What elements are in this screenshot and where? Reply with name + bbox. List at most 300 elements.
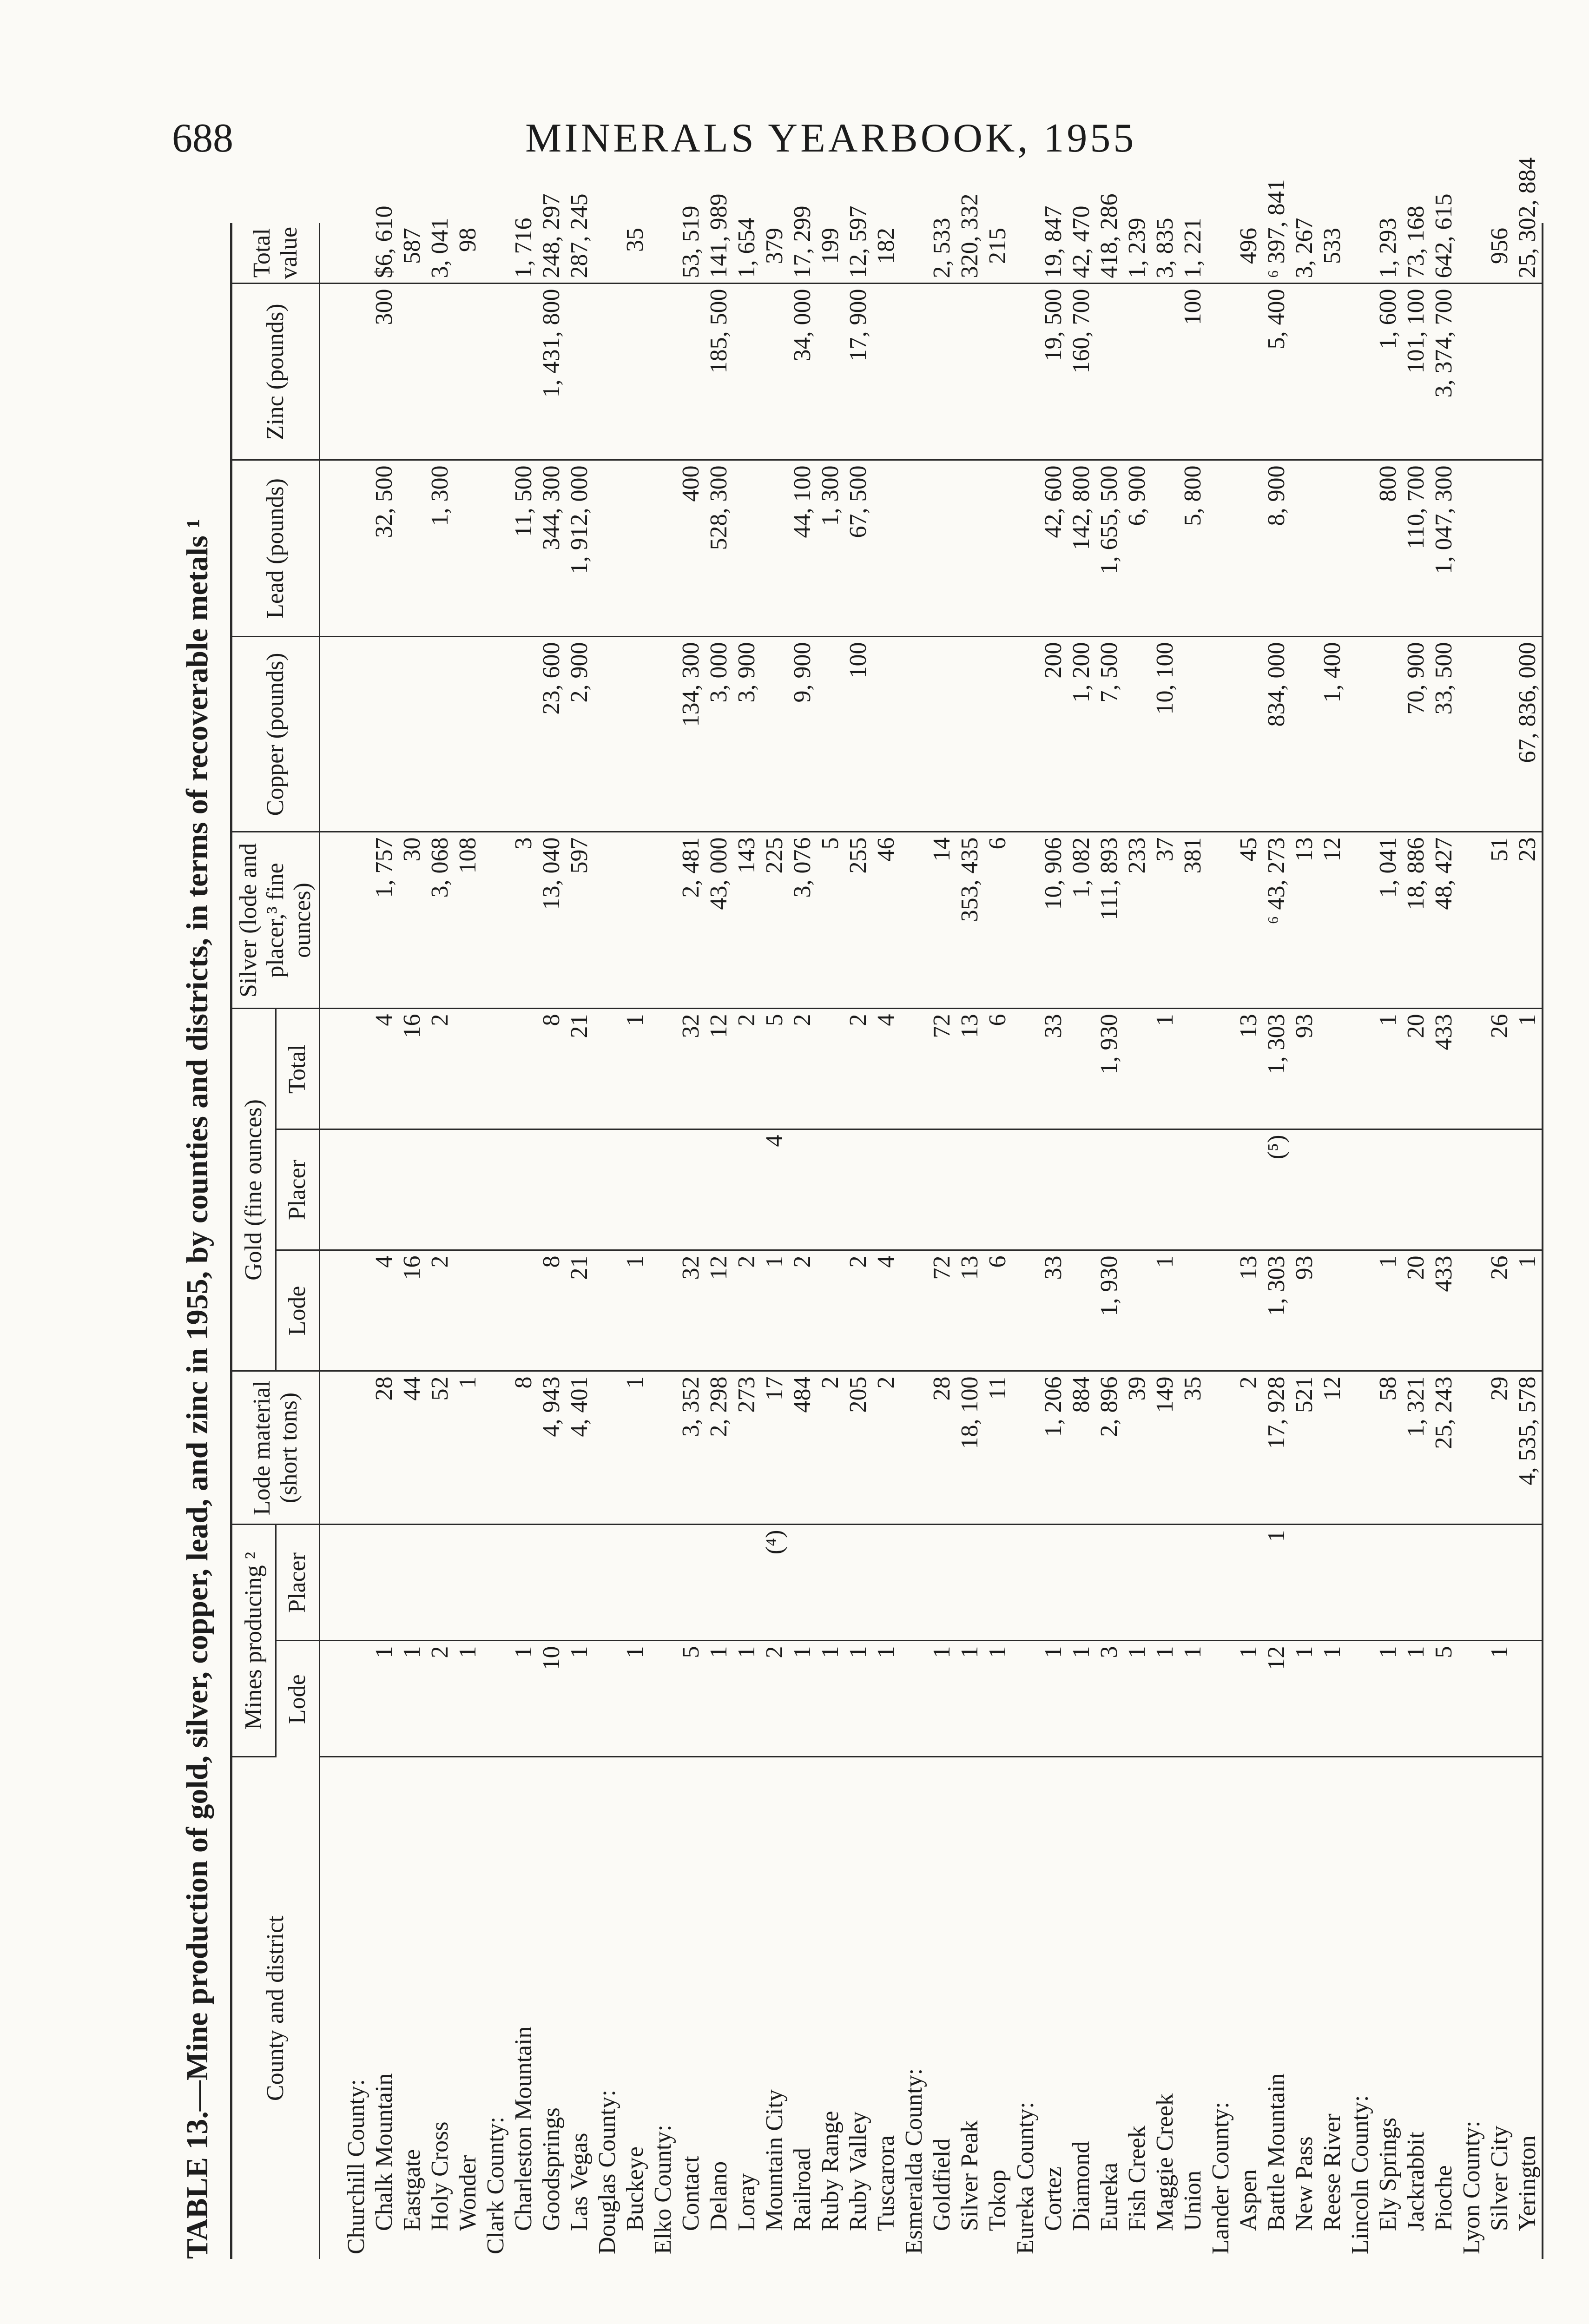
cell-lead <box>984 460 1012 637</box>
cell-gold-lode: 93 <box>1291 1250 1319 1371</box>
cell-zinc <box>928 284 956 460</box>
county-name: Clark County: <box>482 2116 509 2254</box>
cell-gold-lode <box>900 1250 928 1371</box>
cell-mines-placer <box>510 1525 538 1641</box>
cell-material: 205 <box>844 1371 872 1525</box>
cell-gold-total <box>649 1009 677 1129</box>
cell-gold-placer <box>1319 1129 1346 1250</box>
cell-gold-total: 1 <box>621 1009 649 1129</box>
cell-zinc <box>1095 284 1123 460</box>
cell-zinc <box>482 284 510 460</box>
cell-material: 39 <box>1123 1371 1151 1525</box>
county-name: Eureka County: <box>1012 2102 1039 2254</box>
cell-mines-lode: 10 <box>538 1641 566 1757</box>
cell-mines-placer <box>454 1525 482 1641</box>
cell-mines-lode: 1 <box>817 1641 844 1757</box>
cell-gold-placer <box>1095 1129 1123 1250</box>
cell-mines-placer <box>1402 1525 1430 1641</box>
district-name: Cortez <box>1040 2166 1067 2231</box>
cell-silver: 12 <box>1319 832 1346 1009</box>
table-row <box>1235 223 1263 2259</box>
cell-gold-lode <box>1123 1250 1151 1371</box>
table-row <box>677 223 705 2259</box>
district-name: Goldfield <box>929 2138 955 2231</box>
cell-gold-placer <box>320 1129 371 1250</box>
cell-silver: 10, 906 <box>1040 832 1068 1009</box>
cell-silver: 1, 757 <box>370 832 398 1009</box>
cell-lead: 142, 800 <box>1068 460 1095 637</box>
district-name: Chalk Mountain <box>371 2073 397 2231</box>
cell-mines-lode: 1 <box>454 1641 482 1757</box>
cell-mines-placer <box>956 1525 984 1641</box>
cell-value: 12, 597 <box>844 223 872 284</box>
district-name: Tokop <box>984 2169 1011 2231</box>
district-name: Silver Peak <box>956 2120 983 2231</box>
cell-value: 17, 299 <box>789 223 817 284</box>
cell-copper <box>426 637 454 832</box>
cell-material: 884 <box>1068 1371 1095 1525</box>
district-name: Holy Cross <box>427 2121 453 2231</box>
table-row <box>1402 223 1430 2259</box>
cell-material: 4, 401 <box>566 1371 593 1525</box>
cell-value: ⁶ 397, 841 <box>1263 223 1291 284</box>
cell-zinc: 100 <box>1179 284 1207 460</box>
cell-material: 18, 100 <box>956 1371 984 1525</box>
cell-silver: 255 <box>844 832 872 1009</box>
cell-gold-placer <box>677 1129 705 1250</box>
cell-lead: 1, 300 <box>426 460 454 637</box>
cell-silver: 48, 427 <box>1430 832 1458 1009</box>
cell-mines-placer <box>649 1525 677 1641</box>
district-name: Eastgate <box>399 2149 425 2231</box>
district-name: Charleston Mountain <box>510 2026 537 2231</box>
cell-lead <box>1291 460 1319 637</box>
cell-gold-lode <box>1346 1250 1374 1371</box>
cell-zinc <box>649 284 677 460</box>
cell-zinc <box>761 284 789 460</box>
cell-lead <box>621 460 649 637</box>
cell-gold-placer: 4 <box>761 1129 789 1250</box>
district-name: Wonder <box>455 2155 481 2231</box>
table-row <box>1263 223 1291 2259</box>
cell-copper: 23, 600 <box>538 637 566 832</box>
table-row <box>566 223 593 2259</box>
cell-lead <box>454 460 482 637</box>
cell-copper: 10, 100 <box>1151 637 1179 832</box>
district-name: Ely Springs <box>1375 2117 1401 2231</box>
cell-copper <box>1012 637 1040 832</box>
table-row <box>733 223 761 2259</box>
cell-gold-placer: (⁵) <box>1263 1129 1291 1250</box>
cell-mines-lode: 1 <box>1235 1641 1263 1757</box>
cell-mines-lode: 5 <box>1430 1641 1458 1757</box>
cell-mines-placer <box>426 1525 454 1641</box>
cell-gold-lode: 433 <box>1430 1250 1458 1371</box>
cell-mines-lode <box>1514 1641 1543 1757</box>
cell-copper <box>872 637 900 832</box>
cell-material: 52 <box>426 1371 454 1525</box>
cell-gold-lode: 4 <box>872 1250 900 1371</box>
cell-silver: 43, 000 <box>705 832 733 1009</box>
cell-value: 25, 302, 884 <box>1514 223 1543 284</box>
cell-mines-lode: 1 <box>872 1641 900 1757</box>
cell-silver: 51 <box>1486 832 1514 1009</box>
cell-zinc <box>956 284 984 460</box>
cell-mines-lode: 1 <box>733 1641 761 1757</box>
cell-silver <box>482 832 510 1009</box>
cell-gold-total: 21 <box>566 1009 593 1129</box>
cell-gold-placer <box>1179 1129 1207 1250</box>
cell-lead <box>398 460 426 637</box>
cell-material: 12 <box>1319 1371 1346 1525</box>
cell-gold-lode: 72 <box>928 1250 956 1371</box>
cell-gold-total <box>1012 1009 1040 1129</box>
cell-copper <box>482 637 510 832</box>
cell-zinc: 185, 500 <box>705 284 733 460</box>
cell-gold-placer <box>538 1129 566 1250</box>
cell-mines-placer <box>1235 1525 1263 1641</box>
cell-lead <box>482 460 510 637</box>
cell-gold-total: 1 <box>1151 1009 1179 1129</box>
table-row <box>1207 223 1235 2259</box>
cell-mines-placer <box>566 1525 593 1641</box>
cell-copper: 67, 836, 000 <box>1514 637 1543 832</box>
cell-mines-lode: 1 <box>566 1641 593 1757</box>
cell-value: 215 <box>984 223 1012 284</box>
cell-gold-total: 13 <box>956 1009 984 1129</box>
cell-lead: 1, 047, 300 <box>1430 460 1458 637</box>
cell-material: 1, 321 <box>1402 1371 1430 1525</box>
cell-material: 2 <box>1235 1371 1263 1525</box>
cell-gold-placer <box>1040 1129 1068 1250</box>
cell-lead: 42, 600 <box>1040 460 1068 637</box>
cell-copper <box>1235 637 1263 832</box>
cell-gold-total <box>320 1009 371 1129</box>
cell-copper: 1, 400 <box>1319 637 1346 832</box>
cell-gold-total: 433 <box>1430 1009 1458 1129</box>
cell-gold-placer <box>705 1129 733 1250</box>
table-row <box>844 223 872 2259</box>
table-row <box>1374 223 1402 2259</box>
cell-material: 17 <box>761 1371 789 1525</box>
district-name: Battle Mountain <box>1263 2073 1290 2231</box>
table-row <box>817 223 844 2259</box>
cell-gold-lode: 20 <box>1402 1250 1430 1371</box>
table-row <box>928 223 956 2259</box>
cell-mines-lode: 2 <box>761 1641 789 1757</box>
cell-copper <box>900 637 928 832</box>
rotated-table-page <box>179 157 1541 2259</box>
cell-copper <box>817 637 844 832</box>
cell-copper <box>1207 637 1235 832</box>
cell-zinc: 160, 700 <box>1068 284 1095 460</box>
cell-mines-placer <box>1207 1525 1235 1641</box>
district-name: Fish Creek <box>1124 2126 1150 2231</box>
cell-lead <box>593 460 621 637</box>
cell-lead <box>1486 460 1514 637</box>
cell-value: 141, 989 <box>705 223 733 284</box>
cell-zinc <box>1346 284 1374 460</box>
cell-zinc: 1, 600 <box>1374 284 1402 460</box>
cell-zinc <box>733 284 761 460</box>
cell-gold-total: 2 <box>733 1009 761 1129</box>
cell-silver: 5 <box>817 832 844 1009</box>
cell-silver: 1, 041 <box>1374 832 1402 1009</box>
cell-material: 2, 896 <box>1095 1371 1123 1525</box>
cell-lead: 1, 912, 000 <box>566 460 593 637</box>
cell-material: 1 <box>621 1371 649 1525</box>
cell-gold-lode <box>1068 1250 1095 1371</box>
cell-silver: 597 <box>566 832 593 1009</box>
cell-gold-lode: 16 <box>398 1250 426 1371</box>
table-row <box>956 223 984 2259</box>
cell-zinc: 300 <box>370 284 398 460</box>
col-lode-material: Lode material (short tons) <box>231 1371 320 1525</box>
cell-zinc <box>677 284 705 460</box>
cell-gold-lode <box>1179 1250 1207 1371</box>
county-name: Esmeralda County: <box>901 2068 927 2254</box>
cell-zinc <box>1235 284 1263 460</box>
cell-gold-placer <box>1012 1129 1040 1250</box>
cell-value <box>320 223 371 284</box>
cell-mines-lode: 1 <box>1291 1641 1319 1757</box>
cell-mines-placer <box>1151 1525 1179 1641</box>
cell-gold-placer <box>510 1129 538 1250</box>
cell-silver: 3 <box>510 832 538 1009</box>
cell-mines-lode <box>1207 1641 1235 1757</box>
cell-material: 28 <box>928 1371 956 1525</box>
cell-mines-lode: 3 <box>1095 1641 1123 1757</box>
cell-gold-total: 32 <box>677 1009 705 1129</box>
cell-zinc: 19, 500 <box>1040 284 1068 460</box>
cell-value: 1, 654 <box>733 223 761 284</box>
cell-material: 11 <box>984 1371 1012 1525</box>
cell-gold-total: 16 <box>398 1009 426 1129</box>
county-name: Douglas County: <box>594 2090 620 2254</box>
cell-gold-placer <box>1402 1129 1430 1250</box>
cell-mines-lode: 1 <box>789 1641 817 1757</box>
cell-gold-total <box>1123 1009 1151 1129</box>
district-name: Aspen <box>1235 2169 1262 2231</box>
cell-lead <box>761 460 789 637</box>
cell-lead: 800 <box>1374 460 1402 637</box>
cell-mines-placer <box>320 1525 371 1641</box>
cell-gold-total <box>593 1009 621 1129</box>
cell-copper: 100 <box>844 637 872 832</box>
cell-lead: 5, 800 <box>1179 460 1207 637</box>
cell-gold-placer <box>956 1129 984 1250</box>
cell-gold-lode: 8 <box>538 1250 566 1371</box>
cell-lead <box>320 460 371 637</box>
district-name: Ruby Range <box>817 2111 844 2231</box>
cell-value: 19, 847 <box>1040 223 1068 284</box>
cell-copper <box>1123 637 1151 832</box>
col-copper: Copper (pounds) <box>231 637 320 832</box>
cell-material: 1, 206 <box>1040 1371 1068 1525</box>
cell-mines-placer <box>621 1525 649 1641</box>
cell-silver <box>1207 832 1235 1009</box>
cell-gold-placer <box>1207 1129 1235 1250</box>
cell-copper: 134, 300 <box>677 637 705 832</box>
cell-zinc <box>872 284 900 460</box>
cell-gold-total: 2 <box>844 1009 872 1129</box>
cell-zinc <box>454 284 482 460</box>
cell-material: 29 <box>1486 1371 1514 1525</box>
cell-lead <box>1235 460 1263 637</box>
cell-material: 28 <box>370 1371 398 1525</box>
cell-silver: 111, 893 <box>1095 832 1123 1009</box>
cell-gold-placer <box>370 1129 398 1250</box>
cell-mines-lode: 1 <box>956 1641 984 1757</box>
cell-gold-lode <box>1458 1250 1486 1371</box>
table-row <box>1151 223 1179 2259</box>
table-row <box>370 223 398 2259</box>
cell-value: 587 <box>398 223 426 284</box>
cell-mines-placer <box>900 1525 928 1641</box>
cell-value: 418, 286 <box>1095 223 1123 284</box>
cell-value: 53, 519 <box>677 223 705 284</box>
cell-value: 199 <box>817 223 844 284</box>
cell-gold-placer <box>789 1129 817 1250</box>
col-silver: Silver (lode and placer,³ fine ounces) <box>231 832 320 1009</box>
cell-material <box>1207 1371 1235 1525</box>
cell-lead <box>1346 460 1374 637</box>
cell-mines-placer <box>677 1525 705 1641</box>
cell-mines-placer <box>844 1525 872 1641</box>
cell-silver: 1, 082 <box>1068 832 1095 1009</box>
cell-mines-lode <box>482 1641 510 1757</box>
cell-mines-lode: 5 <box>677 1641 705 1757</box>
cell-zinc <box>621 284 649 460</box>
cell-copper: 70, 900 <box>1402 637 1430 832</box>
cell-lead: 344, 300 <box>538 460 566 637</box>
cell-gold-lode <box>454 1250 482 1371</box>
production-table <box>230 157 1543 2259</box>
cell-mines-placer <box>1040 1525 1068 1641</box>
cell-copper: 834, 000 <box>1263 637 1291 832</box>
cell-mines-placer <box>1346 1525 1374 1641</box>
cell-gold-lode <box>1207 1250 1235 1371</box>
cell-lead: 528, 300 <box>705 460 733 637</box>
cell-lead <box>1012 460 1040 637</box>
cell-mines-lode: 1 <box>370 1641 398 1757</box>
cell-material: 2, 298 <box>705 1371 733 1525</box>
table-row <box>761 223 789 2259</box>
cell-silver <box>593 832 621 1009</box>
cell-zinc <box>566 284 593 460</box>
table-row <box>593 223 621 2259</box>
cell-mines-lode: 12 <box>1263 1641 1291 1757</box>
cell-gold-lode: 1 <box>621 1250 649 1371</box>
cell-gold-lode <box>510 1250 538 1371</box>
cell-silver: 30 <box>398 832 426 1009</box>
cell-gold-total <box>1068 1009 1095 1129</box>
cell-gold-lode: 13 <box>956 1250 984 1371</box>
cell-silver: ⁶ 43, 273 <box>1263 832 1291 1009</box>
cell-gold-lode: 1, 930 <box>1095 1250 1123 1371</box>
cell-material: 17, 928 <box>1263 1371 1291 1525</box>
col-mines-producing: Mines producing ² <box>231 1525 276 1757</box>
cell-gold-placer <box>928 1129 956 1250</box>
district-name: Reese River <box>1319 2113 1345 2231</box>
cell-gold-placer <box>649 1129 677 1250</box>
cell-gold-lode: 1 <box>1151 1250 1179 1371</box>
cell-lead: 32, 500 <box>370 460 398 637</box>
cell-gold-lode <box>320 1250 371 1371</box>
cell-zinc <box>1291 284 1319 460</box>
cell-gold-lode: 2 <box>789 1250 817 1371</box>
table-row <box>538 223 566 2259</box>
cell-mines-lode: 1 <box>1319 1641 1346 1757</box>
cell-zinc <box>1012 284 1040 460</box>
cell-mines-placer <box>1068 1525 1095 1641</box>
cell-value <box>1346 223 1374 284</box>
cell-mines-placer <box>1430 1525 1458 1641</box>
cell-lead <box>1151 460 1179 637</box>
cell-value: 42, 470 <box>1068 223 1095 284</box>
cell-gold-total <box>900 1009 928 1129</box>
cell-zinc: 17, 900 <box>844 284 872 460</box>
col-mines-lode: Lode <box>276 1641 319 1757</box>
cell-silver <box>1346 832 1374 1009</box>
cell-silver: 14 <box>928 832 956 1009</box>
cell-material <box>593 1371 621 1525</box>
cell-mines-lode <box>649 1641 677 1757</box>
cell-gold-lode: 13 <box>1235 1250 1263 1371</box>
cell-gold-total: 1 <box>1514 1009 1543 1129</box>
cell-copper: 9, 900 <box>789 637 817 832</box>
cell-gold-lode: 26 <box>1486 1250 1514 1371</box>
cell-silver: 18, 886 <box>1402 832 1430 1009</box>
cell-gold-lode: 33 <box>1040 1250 1068 1371</box>
cell-value: 35 <box>621 223 649 284</box>
cell-copper: 3, 000 <box>705 637 733 832</box>
col-lead: Lead (pounds) <box>231 460 320 637</box>
cell-lead: 8, 900 <box>1263 460 1291 637</box>
cell-material: 3, 352 <box>677 1371 705 1525</box>
cell-gold-total: 26 <box>1486 1009 1514 1129</box>
cell-zinc <box>1123 284 1151 460</box>
county-name: Lincoln County: <box>1347 2095 1373 2254</box>
cell-copper <box>984 637 1012 832</box>
cell-zinc <box>320 284 371 460</box>
col-county: County and district <box>231 1757 320 2259</box>
cell-silver <box>1012 832 1040 1009</box>
cell-mines-placer <box>872 1525 900 1641</box>
cell-lead: 1, 300 <box>817 460 844 637</box>
district-name: Yerington <box>1514 1757 1543 2259</box>
cell-mines-lode: 1 <box>1486 1641 1514 1757</box>
cell-gold-total <box>1458 1009 1486 1129</box>
table-row <box>1458 223 1486 2259</box>
cell-silver: 353, 435 <box>956 832 984 1009</box>
col-gold-placer: Placer <box>276 1129 319 1250</box>
cell-material <box>900 1371 928 1525</box>
cell-mines-lode: 1 <box>844 1641 872 1757</box>
district-name: Railroad <box>789 2147 816 2231</box>
table-row <box>649 223 677 2259</box>
cell-material <box>649 1371 677 1525</box>
cell-mines-lode <box>1346 1641 1374 1757</box>
district-name: Loray <box>733 2173 760 2231</box>
cell-silver: 143 <box>733 832 761 1009</box>
district-name: Tuscarora <box>873 2135 899 2231</box>
cell-zinc <box>510 284 538 460</box>
cell-mines-placer <box>538 1525 566 1641</box>
cell-copper <box>1179 637 1207 832</box>
cell-zinc <box>1151 284 1179 460</box>
cell-mines-lode: 1 <box>398 1641 426 1757</box>
